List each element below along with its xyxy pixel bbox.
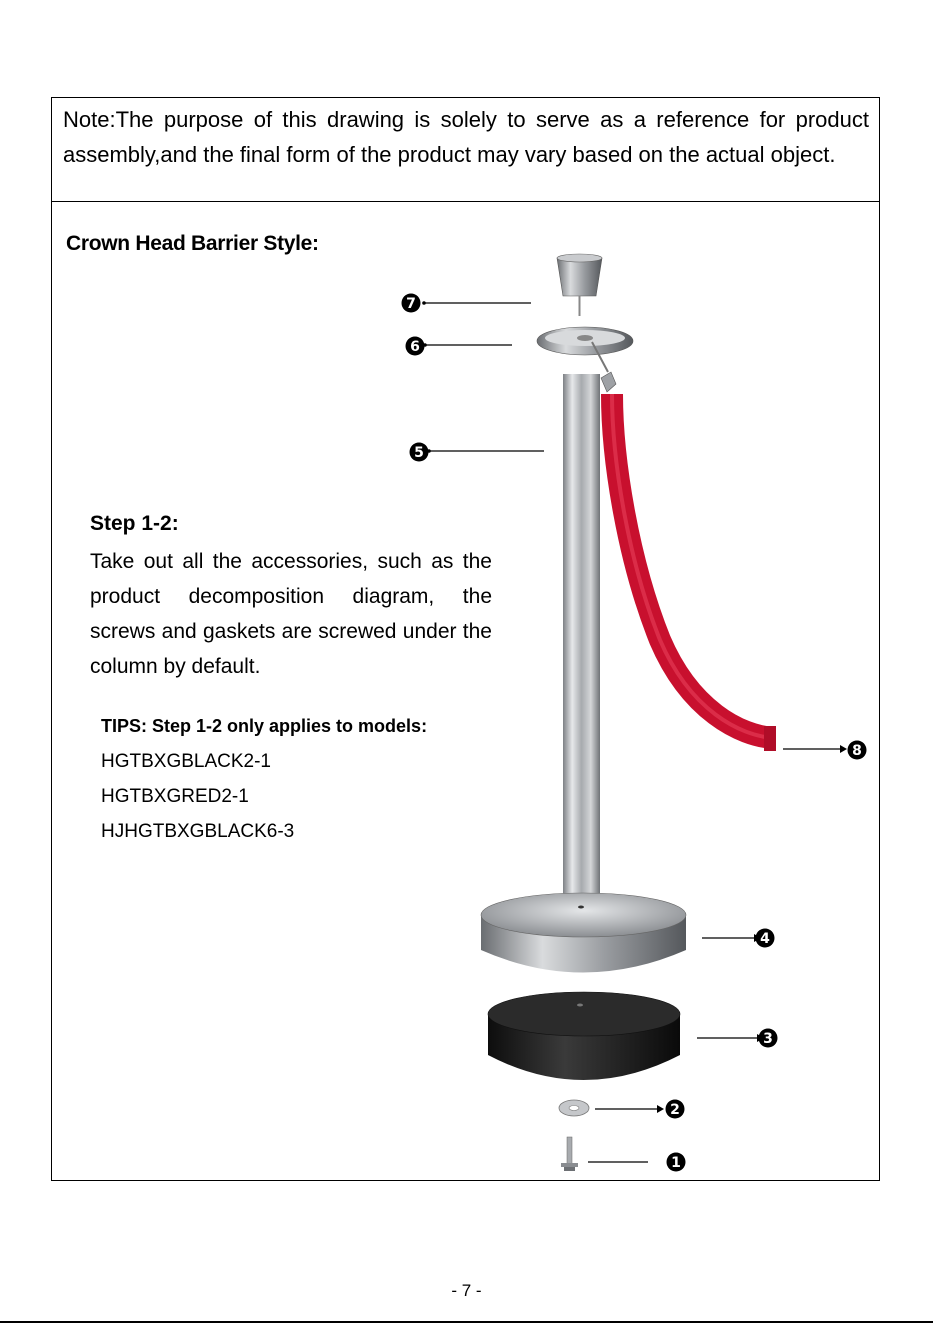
callout-7-label: 7: [406, 296, 416, 312]
bottom-rule: [0, 1321, 933, 1323]
callout-1: [667, 1153, 686, 1172]
callout-2-label: 2: [670, 1102, 680, 1118]
callout-8: [848, 741, 867, 760]
callout-1-label: 1: [671, 1155, 681, 1171]
model-item: HJHGTBXGBLACK6-3: [101, 821, 295, 842]
model-item: HGTBXGBLACK2-1: [101, 751, 271, 772]
tips-title: TIPS: Step 1-2 only applies to models:: [101, 716, 428, 736]
black-base-part: [488, 992, 680, 1080]
style-title: Crown Head Barrier Style:: [66, 232, 319, 255]
callout-2: [666, 1100, 685, 1119]
step-description: Take out all the accessories, such as the product decomposition diagram, the screws and gaskets are screwed under the column by default.: [90, 550, 492, 678]
callout-8-label: 8: [852, 743, 862, 759]
washer-part: [559, 1100, 589, 1116]
top-plate-part: [537, 327, 633, 372]
velvet-rope-part: [601, 372, 776, 751]
callout-4-label: 4: [760, 931, 770, 947]
steel-base-part: [481, 893, 686, 973]
pole-part: [563, 374, 600, 895]
step-title: Step 1-2:: [90, 512, 179, 535]
callout-6-label: 6: [410, 339, 420, 355]
callout-7: [402, 294, 421, 313]
callout-3: [759, 1029, 778, 1048]
crown-head-part: [557, 254, 602, 316]
callout-5: [410, 443, 429, 462]
callout-4: [756, 929, 775, 948]
callout-5-label: 5: [414, 445, 424, 461]
leader-arrowheads: [422, 301, 847, 1113]
model-item: HGTBXGRED2-1: [101, 786, 249, 807]
callout-3-label: 3: [763, 1031, 773, 1047]
reference-note: Note:The purpose of this drawing is solely to serve as a reference for product assembly,and the final form of the product may vary based on the actual object.: [52, 98, 879, 202]
callout-6: [406, 337, 425, 356]
page-number: - 7 -: [451, 1281, 482, 1300]
screw-part: [561, 1137, 578, 1171]
